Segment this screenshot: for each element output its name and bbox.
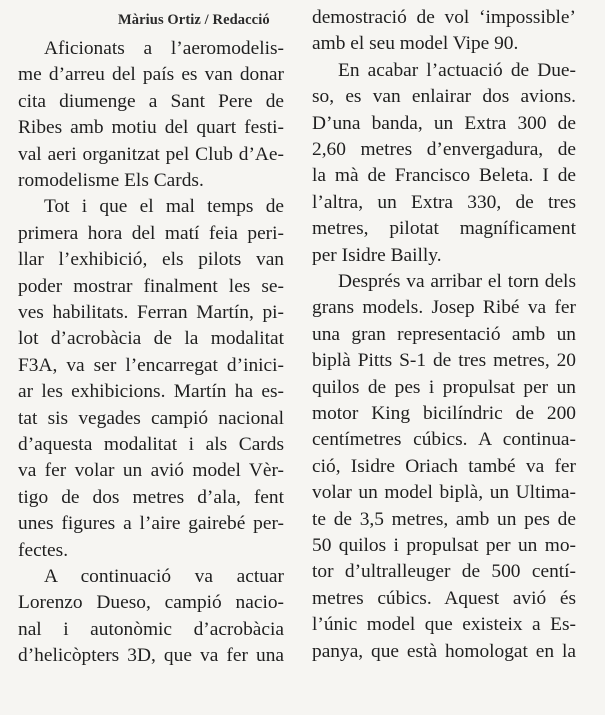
text-line: motor King bicilíndric de 200 <box>312 403 576 424</box>
text-line: unes figures a l’aire gairebé per- <box>18 513 284 535</box>
text-line: Tot i que el mal temps de <box>44 196 284 218</box>
text-line: Aficionats a l’aeromodelis- <box>44 38 284 59</box>
text-line: poder mostrar finalment les se- <box>18 275 284 297</box>
text-line: Ribes amb motiu del quart festi- <box>18 117 284 139</box>
text-line: 50 quilos i propulsat per un mo- <box>312 535 576 556</box>
text-line: metres cúbics. Aquest avió és <box>312 587 576 609</box>
text-line: la mà de Francisco Beleta. I de <box>312 165 576 187</box>
text-line: demostració de vol ‘impossible’ <box>312 7 576 28</box>
text-line: ar les exhibicions. Martín ha es- <box>18 381 284 403</box>
text-line: tor d’ultralleuger de 500 centí- <box>312 561 576 583</box>
text-line: A continuació va actuar <box>44 566 284 587</box>
text-line: grans models. Josep Ribé va fer <box>312 297 576 319</box>
text-line: 2,60 metres d’envergadura, de <box>312 139 576 160</box>
text-line: tigo de dos metres d’ala, fent <box>18 486 284 508</box>
text-line: cita diumenge a Sant Pere de <box>18 90 284 112</box>
text-line: centímetres cúbics. A continua- <box>312 429 576 451</box>
text-line: l’únic model que existeix a Es- <box>312 614 576 636</box>
text-line: una gran representació amb un <box>312 323 576 345</box>
text-line: Lorenzo Dueso, campió nacio- <box>18 592 284 614</box>
text-line: va fer volar un avió model Vèr- <box>18 460 284 482</box>
text-line: D’una banda, un Extra 300 de <box>312 112 576 134</box>
text-line: d’helicòpters 3D, que va fer una <box>18 645 284 667</box>
text-line: fectes. <box>18 539 69 561</box>
text-line: ves habilitats. Ferran Martín, pi- <box>18 302 284 323</box>
text-line: biplà Pitts S-1 de tres metres, 20 <box>312 350 576 372</box>
text-line: metres, pilotat magníficament <box>312 218 576 240</box>
text-line: volar un model biplà, un Ultima- <box>312 482 576 504</box>
text-line: primera hora del matí feia peri- <box>18 222 284 244</box>
text-line: F3A, va ser l’encarregat d’inici- <box>18 354 284 376</box>
text-line: Després va arribar el torn dels <box>338 271 576 292</box>
text-line: amb el seu model Vipe 90. <box>312 33 519 55</box>
text-line: so, es van enlairar dos avions. <box>312 86 576 108</box>
text-line: llar l’exhibició, els pilots van <box>18 249 284 271</box>
text-line: tat sis vegades campió nacional <box>18 407 284 429</box>
text-line: per Isidre Bailly. <box>312 244 442 266</box>
text-line: d’aquesta modalitat i als Cards <box>18 434 284 455</box>
byline: Màrius Ortiz / Redacció <box>118 12 270 28</box>
text-line: lot d’acrobàcia de la modalitat <box>18 328 284 350</box>
text-line: quilos de pes i propulsat per un <box>312 376 576 398</box>
text-line: romodelisme Els Cards. <box>18 170 204 191</box>
text-line: panya, que està homologat en la <box>312 640 576 662</box>
text-line: nal i autonòmic d’acrobàcia <box>18 618 284 640</box>
text-line: val aeri organitzat pel Club d’Ae- <box>18 143 284 165</box>
text-line: l’altra, un Extra 330, de tres <box>312 191 576 213</box>
text-line: ció, Isidre Oriach també va fer <box>312 455 576 477</box>
text-line: te de 3,5 metres, amb un pes de <box>312 508 576 530</box>
text-line: me d’arreu del país es van donar <box>18 64 284 86</box>
text-line: En acabar l’actuació de Due- <box>338 59 576 81</box>
